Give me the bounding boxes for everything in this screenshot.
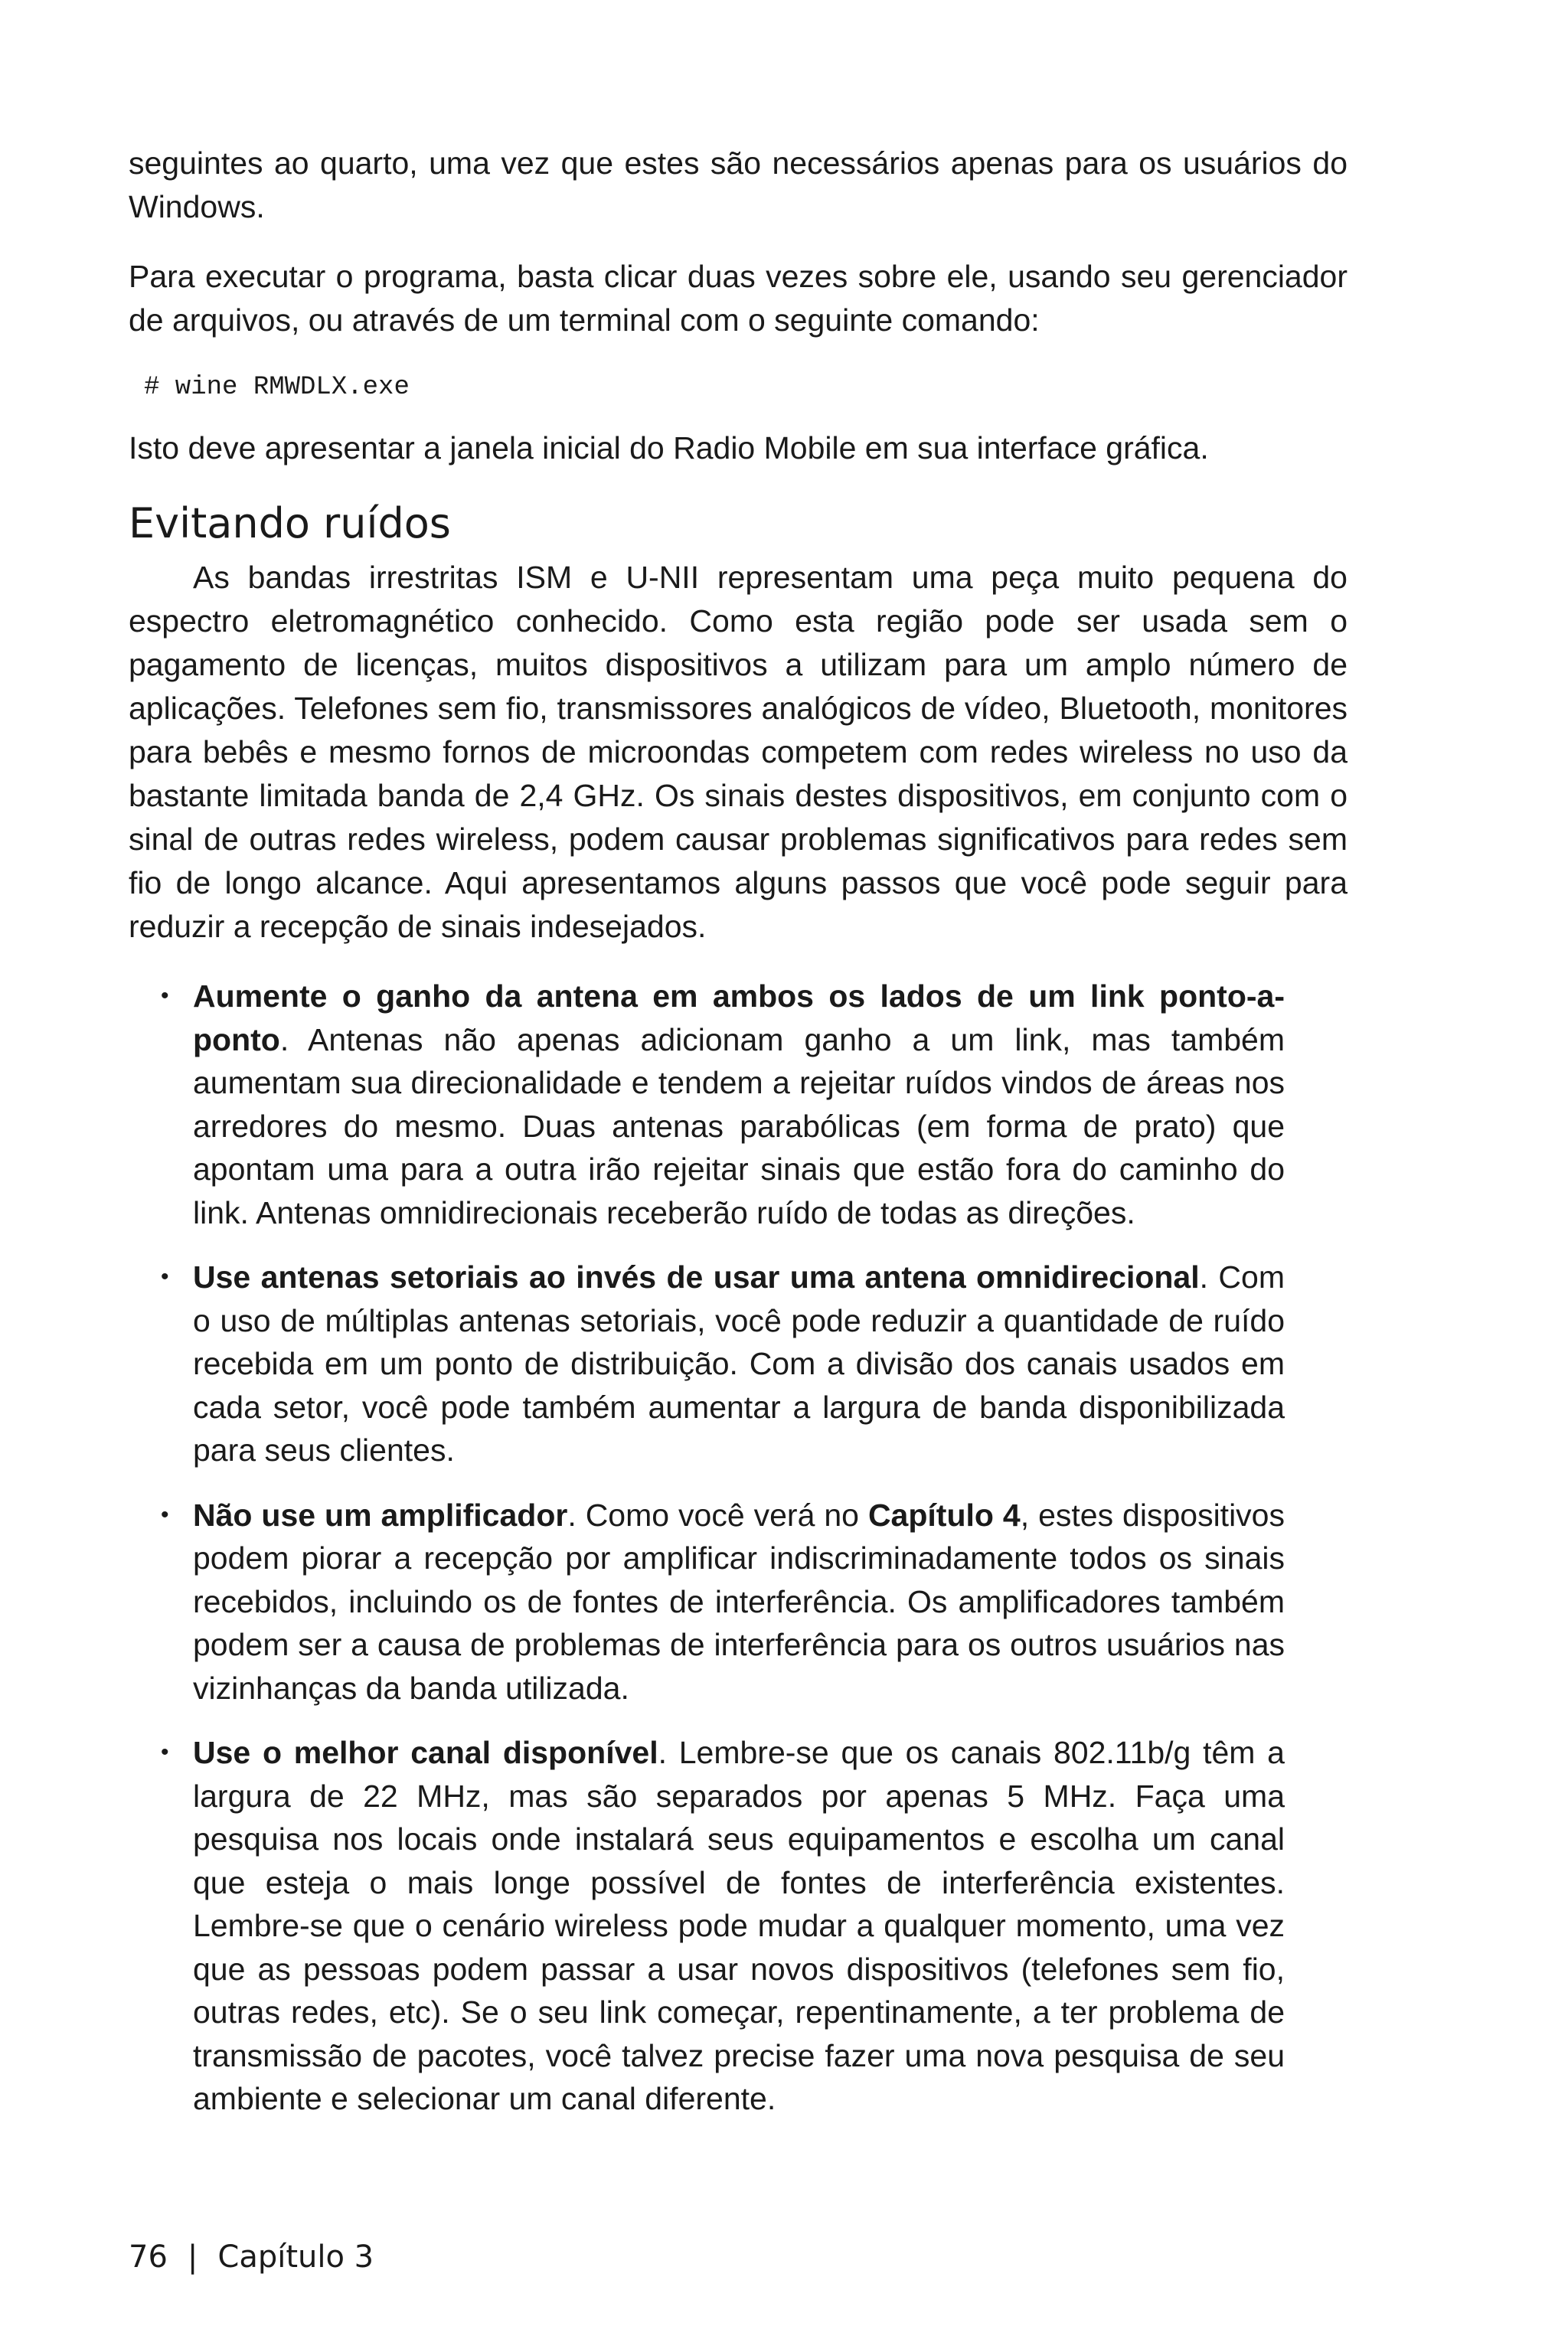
list-item — [129, 1494, 1348, 1710]
list-item-text: . Antenas não apenas adicionam ganho a um link, mas também aumentam sua direcionalidade e tendem a rejeitar ruídos vindos de áreas nos arredores do mesmo. Duas antenas parabólicas (em forma de prato) que apontam uma para a outra irão rejeitar sinais que estão fora do caminho do link. Antenas omnidirecionais receberão ruído de todas as direções. — [193, 1021, 1285, 1230]
section-body: As bandas irrestritas ISM e U-NII representam uma peça muito pequena do espectro eletromagnético conhecido. Como esta região pode ser usada sem o pagamento de licenças, muitos dispositivos a utilizam para um amplo número de aplicações. Telefones sem fio, transmissores analógicos de vídeo, Bluetooth, monitores para bebês e mesmo fornos de microondas competem com redes wireless no uso da bastante limitada banda de 2,4 GHz. Os sinais destes dispositivos, em conjunto com o sinal de outras redes wireless, podem causar problemas significativos para redes sem fio de longo alcance. Aqui apresentamos alguns passos que você pode seguir para reduzir a recepção de sinais indesejados. — [129, 560, 1348, 944]
list-item-title: Use antenas setoriais ao invés de usar uma antena omnidirecional — [193, 1259, 1200, 1295]
list-item-title: Aumente o ganho da antena em ambos os lados de um link ponto-a-ponto — [193, 978, 1285, 1057]
list-item — [129, 1256, 1348, 1472]
list-item-title: Não use um amplificador — [193, 1497, 568, 1533]
page-footer — [129, 2236, 374, 2278]
bullet-icon: • — [161, 1501, 169, 1527]
list-item — [129, 975, 1348, 1234]
page-content — [129, 142, 1348, 2142]
list-item-title: Use o melhor canal disponível — [193, 1735, 658, 1770]
bullet-icon: • — [161, 1740, 169, 1765]
list-item — [129, 1731, 1348, 2121]
intro-paragraph-2: Para executar o programa, basta clicar duas vezes sobre ele, usando seu gerenciador de arquivos, ou através de um terminal com o seguinte comando: — [129, 259, 1348, 338]
list-item-text: . Lembre-se que os canais 802.11b/g têm a largura de 22 MHz, mas são separados por apenas 5 MHz. Faça uma pesquisa nos locais onde instalará seus equipamentos e escolha um canal que esteja o mais longe possível de fontes de interferência existentes. Lembre-se que o cenário wireless pode mudar a qualquer momento, uma vez que as pessoas podem passar a usar novos dispositivos (telefones sem fio, outras redes, etc). Se o seu link começar, repentinamente, a ter problema de transmissão de pacotes, você talvez precise fazer uma nova pesquisa de seu ambiente e selecionar um canal diferente. — [193, 1735, 1285, 2116]
chapter-label: Capítulo 3 — [217, 2239, 374, 2275]
tips-list — [129, 975, 1348, 2121]
terminal-command: # wine RMWDLX.exe — [144, 373, 410, 402]
intro-paragraph-1: seguintes ao quarto, uma vez que estes são necessários apenas para os usuários do Windows. — [129, 145, 1348, 224]
page-number: 76 — [129, 2239, 168, 2275]
list-item-text: , estes dispositivos podem piorar a recepção por amplificar indiscriminadamente todos os sinais recebidos, incluindo os de fontes de interferência. Os amplificadores também podem ser a causa de problemas de interferência para os outros usuários nas vizinhanças da banda utilizada. — [193, 1497, 1285, 1706]
list-item-text: . Com o uso de múltiplas antenas setoriais, você pode reduzir a quantidade de ruído recebida em um ponto de distribuição. Com a divisão dos canais usados em cada setor, você pode também aumentar a largura de banda disponibilizada para seus clientes. — [193, 1259, 1285, 1468]
section-heading: Evitando ruídos — [129, 499, 451, 547]
intro-paragraph-3: Isto deve apresentar a janela inicial do Radio Mobile em sua interface gráfica. — [129, 430, 1209, 466]
bullet-icon: • — [161, 983, 169, 1008]
footer-separator: | — [187, 2239, 198, 2275]
chapter-reference: Capítulo 4 — [867, 1497, 1021, 1533]
list-item-text: . Como você verá no — [567, 1497, 868, 1533]
bullet-icon: • — [161, 1264, 169, 1289]
